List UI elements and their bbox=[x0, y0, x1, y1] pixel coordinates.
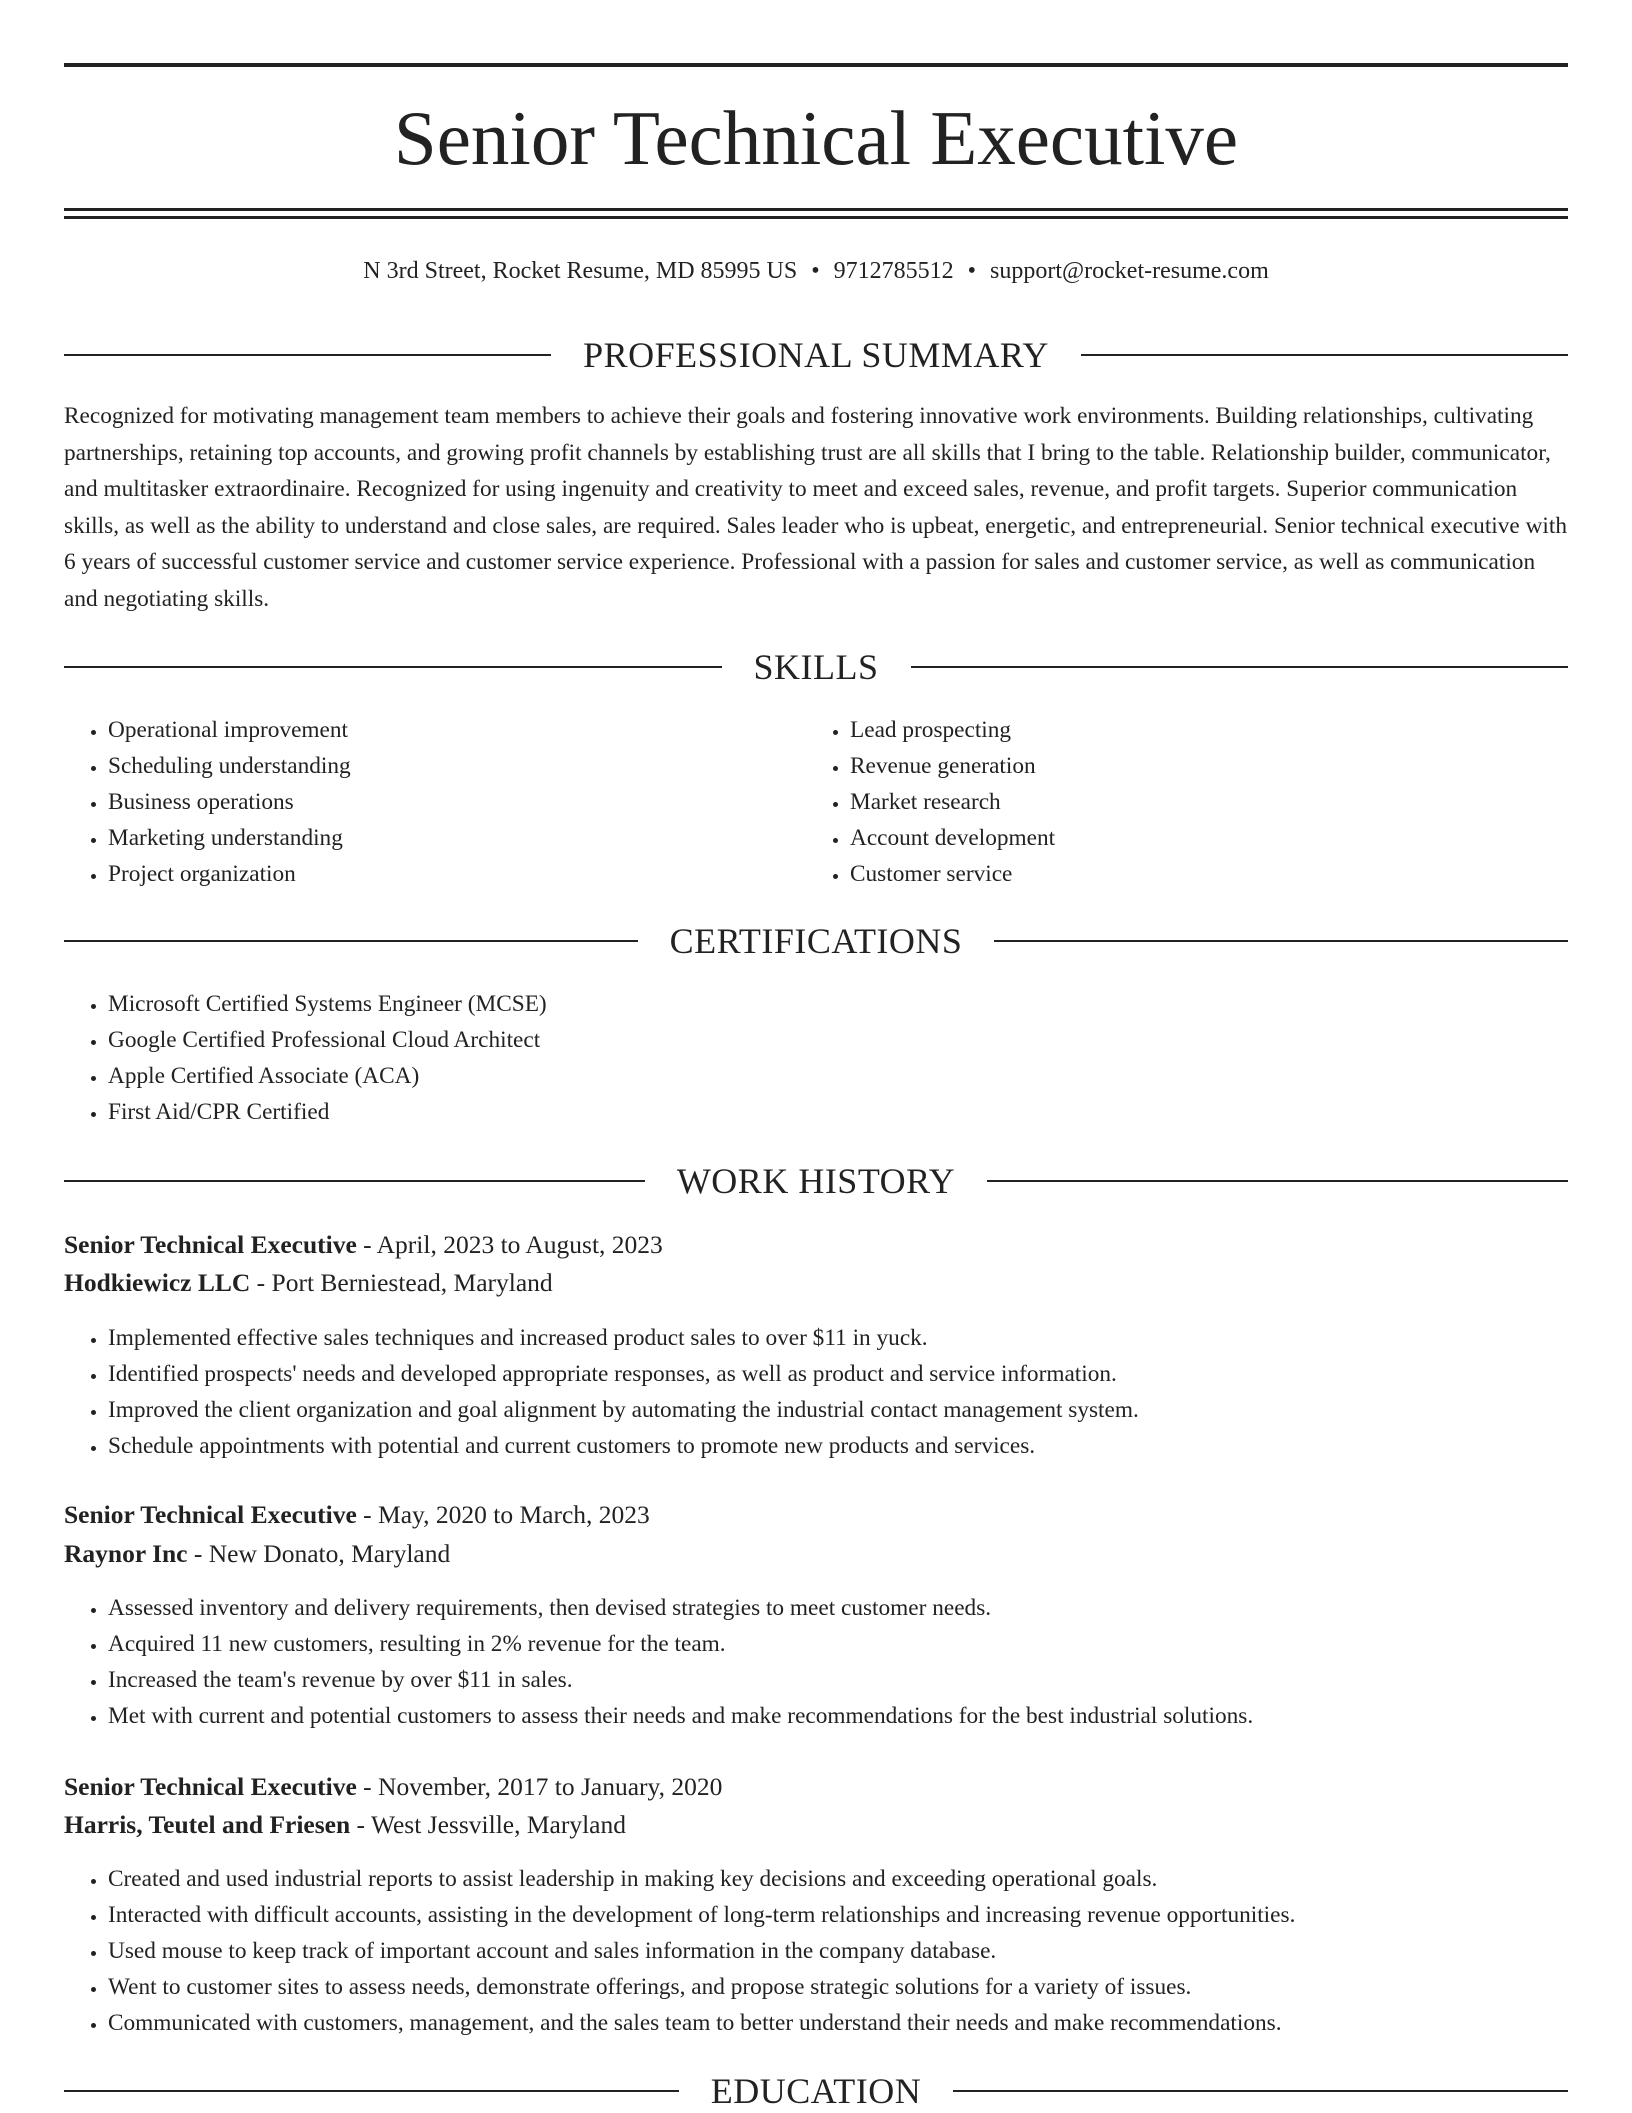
skills-section-header bbox=[64, 645, 1568, 689]
skill-item: • Market research bbox=[850, 784, 1550, 820]
education-section-header bbox=[64, 2069, 1568, 2113]
skill-item: • Marketing understanding bbox=[108, 820, 788, 856]
job-company-line bbox=[64, 1806, 1568, 1844]
job-bullet: • Went to customer sites to assess needs, demonstrate offerings, and propose strategic solutions for a variety of issues. bbox=[108, 1969, 1568, 2005]
contact-phone: 9712785512 bbox=[833, 258, 954, 284]
skill-item: • Operational improvement bbox=[108, 712, 788, 748]
job-bullet: • Identified prospects' needs and developed appropriate responses, as well as product and service information. bbox=[108, 1356, 1568, 1392]
skill-item: • Project organization bbox=[108, 856, 788, 892]
job-bullet: • Implemented effective sales techniques and increased product sales to over $11 in yuck. bbox=[108, 1320, 1568, 1356]
section-divider bbox=[64, 2090, 679, 2092]
section-title: WORK HISTORY bbox=[676, 1161, 956, 1201]
certification-item: • First Aid/CPR Certified bbox=[108, 1094, 1568, 1130]
job-bullet: • Met with current and potential customers to assess their needs and make recommendations for the best industrial solutions. bbox=[108, 1698, 1568, 1734]
contact-separator: • bbox=[811, 258, 820, 284]
skill-item: • Account development bbox=[850, 820, 1550, 856]
contact-separator: • bbox=[967, 258, 977, 284]
section-divider bbox=[987, 1180, 1568, 1182]
work-history-section-header bbox=[64, 1159, 1568, 1203]
job-title-line bbox=[64, 1496, 1568, 1534]
header-top-rule bbox=[64, 63, 1568, 67]
section-divider bbox=[64, 354, 551, 356]
job-dates: - November, 2017 to January, 2020 bbox=[356, 1772, 723, 1801]
summary-section-header bbox=[64, 333, 1568, 377]
job-company-line bbox=[64, 1535, 1568, 1573]
job-bullet: • Used mouse to keep track of important account and sales information in the company database. bbox=[108, 1933, 1568, 1969]
skill-item: • Lead prospecting bbox=[850, 712, 1550, 748]
certification-item: • Microsoft Certified Systems Engineer (MCSE) bbox=[108, 986, 1568, 1022]
summary-text: Recognized for motivating management team members to achieve their goals and fostering innovative work environments. Building relationships, cultivating partnerships, retaining top accounts, and growing profit channels by establishing trust are all skills that I bring to the table. Relationship builder, communicator, and multitasker extraordinaire. Recognized for using ingenuity and creativity to meet and exceed sales, revenue, and profit targets. Superior communication skills, as well as the ability to understand and close sales, are required. Sales leader who is upbeat, energetic, and entrepreneurial. Senior technical executive with 6 years of successful customer service and customer service experience. Professional with a passion for sales and customer service, as well as communication and negotiating skills. bbox=[64, 403, 1567, 612]
section-divider bbox=[1081, 354, 1568, 356]
job-role: Senior Technical Executive bbox=[64, 1230, 357, 1259]
section-title: PROFESSIONAL SUMMARY bbox=[583, 335, 1049, 375]
job-bullet: • Interacted with difficult accounts, assisting in the development of long-term relationships and increasing revenue opportunities. bbox=[108, 1897, 1568, 1933]
section-divider bbox=[64, 940, 638, 942]
job-company: Hodkiewicz LLC bbox=[64, 1268, 251, 1297]
contact-line bbox=[64, 254, 1568, 288]
certifications-section-header bbox=[64, 919, 1568, 963]
job-bullet: • Increased the team's revenue by over $11 in sales. bbox=[108, 1662, 1568, 1698]
skill-item: • Business operations bbox=[108, 784, 788, 820]
job-bullet: • Communicated with customers, management, and the sales team to better understand their needs and make recommendations. bbox=[108, 2005, 1568, 2041]
header-double-rule-lower bbox=[64, 216, 1568, 219]
certification-item: • Apple Certified Associate (ACA) bbox=[108, 1058, 1568, 1094]
job-bullets bbox=[64, 1320, 1568, 1464]
contact-email: support@rocket-resume.com bbox=[990, 258, 1269, 284]
skills-list-left bbox=[64, 712, 788, 892]
candidate-name: Senior Technical Executive bbox=[393, 95, 1239, 181]
job-location: - West Jessville, Maryland bbox=[350, 1810, 626, 1839]
skill-item: • Customer service bbox=[850, 856, 1550, 892]
section-divider bbox=[911, 666, 1569, 668]
job-bullet: • Schedule appointments with potential and current customers to promote new products and services. bbox=[108, 1428, 1568, 1464]
job-bullets bbox=[64, 1590, 1568, 1734]
job-bullet: • Assessed inventory and delivery requirements, then devised strategies to meet customer needs. bbox=[108, 1590, 1568, 1626]
job-dates: - April, 2023 to August, 2023 bbox=[356, 1230, 663, 1259]
job-company: Harris, Teutel and Friesen bbox=[64, 1810, 351, 1839]
job-dates: - May, 2020 to March, 2023 bbox=[356, 1500, 650, 1529]
header-double-rule-upper bbox=[64, 208, 1568, 211]
job-role: Senior Technical Executive bbox=[64, 1500, 357, 1529]
job-company: Raynor Inc bbox=[64, 1539, 188, 1568]
job-bullets bbox=[64, 1861, 1568, 2041]
job-bullet: • Acquired 11 new customers, resulting in 2% revenue for the team. bbox=[108, 1626, 1568, 1662]
job-bullet: • Created and used industrial reports to assist leadership in making key decisions and exceeding operational goals. bbox=[108, 1861, 1568, 1897]
job-title-line bbox=[64, 1226, 1568, 1264]
certifications-list bbox=[64, 986, 1568, 1130]
job-location: - Port Berniestead, Maryland bbox=[250, 1268, 553, 1297]
section-divider bbox=[953, 2090, 1568, 2092]
contact-address: N 3rd Street, Rocket Resume, MD 85995 US bbox=[363, 258, 798, 284]
skill-item: • Revenue generation bbox=[850, 748, 1550, 784]
section-title: EDUCATION bbox=[710, 2071, 922, 2111]
section-divider bbox=[64, 1180, 645, 1182]
section-title: CERTIFICATIONS bbox=[669, 921, 963, 961]
section-title: SKILLS bbox=[753, 647, 879, 687]
job-company-line bbox=[64, 1264, 1568, 1302]
job-bullet: • Improved the client organization and goal alignment by automating the industrial contact management system. bbox=[108, 1392, 1568, 1428]
certification-item: • Google Certified Professional Cloud Architect bbox=[108, 1022, 1568, 1058]
job-location: - New Donato, Maryland bbox=[187, 1539, 451, 1568]
section-divider bbox=[994, 940, 1568, 942]
section-divider bbox=[64, 666, 722, 668]
job-role: Senior Technical Executive bbox=[64, 1772, 357, 1801]
job-title-line bbox=[64, 1768, 1568, 1806]
skills-list-right bbox=[806, 712, 1550, 892]
skill-item: • Scheduling understanding bbox=[108, 748, 788, 784]
